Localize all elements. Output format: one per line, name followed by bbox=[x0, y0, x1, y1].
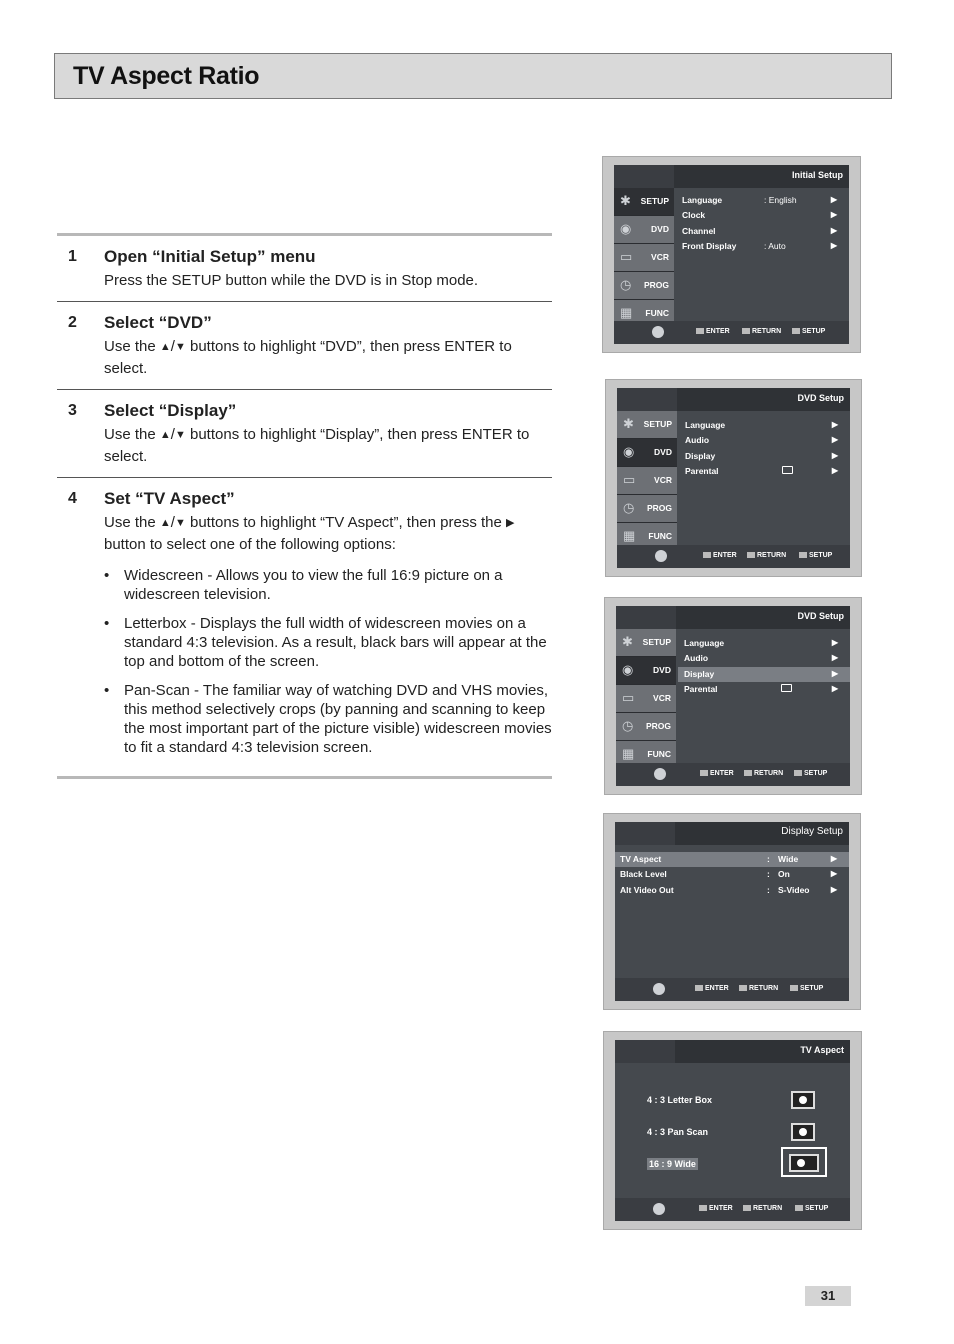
screenshot-display-setup bbox=[603, 813, 861, 1010]
screen-header bbox=[617, 388, 850, 411]
side-label: VCR bbox=[654, 475, 672, 485]
gear-icon: ✱ bbox=[620, 193, 631, 208]
side-label: PROG bbox=[645, 721, 671, 731]
step-description: Use the ▲/▼ buttons to highlight “DVD”, then press ENTER to select. bbox=[104, 338, 512, 377]
step-2 bbox=[57, 302, 552, 389]
grid-icon: ▦ bbox=[622, 746, 635, 761]
vcr-icon: ▭ bbox=[622, 690, 635, 705]
desc-text: Use the bbox=[104, 514, 156, 531]
row-label: Channel bbox=[682, 225, 716, 236]
screen-title: TV Aspect bbox=[800, 1045, 844, 1055]
row-value: S-Video bbox=[778, 884, 810, 895]
side-label: SETUP bbox=[640, 196, 669, 206]
menu-row-highlighted: TV Aspect : Wide ▶ bbox=[615, 852, 849, 867]
footer-key-setup: SETUP bbox=[790, 985, 823, 992]
side-item-vcr bbox=[616, 685, 676, 713]
navigation-icon bbox=[653, 1203, 665, 1215]
step-number: 2 bbox=[68, 314, 77, 331]
navigation-icon bbox=[654, 768, 666, 780]
menu-row bbox=[676, 224, 849, 239]
tv-screen bbox=[615, 822, 849, 1001]
row-label: Language bbox=[684, 638, 725, 648]
row-value: : Auto bbox=[764, 240, 786, 251]
down-arrow-icon: ▼ bbox=[174, 341, 186, 353]
menu-row: Black Level : On ▶ bbox=[620, 869, 837, 880]
side-item-prog bbox=[616, 713, 676, 741]
row-label: Display bbox=[685, 450, 716, 461]
step-description: Use the ▲/▼ buttons to highlight “Display”, then press ENTER to select. bbox=[104, 426, 530, 465]
side-label: DVD bbox=[653, 665, 671, 675]
step-title: Select “Display” bbox=[104, 401, 237, 420]
pan-scan-icon bbox=[791, 1123, 815, 1141]
menu-row bbox=[678, 651, 850, 666]
step-title: Open “Initial Setup” menu bbox=[104, 247, 316, 266]
down-arrow-icon: ▼ bbox=[174, 517, 186, 529]
aspect-option-pan-scan: 4 : 3 Pan Scan bbox=[647, 1127, 709, 1137]
menu-row bbox=[676, 208, 849, 223]
screen-header bbox=[616, 606, 850, 629]
side-label: FUNC bbox=[645, 308, 669, 318]
lock-icon bbox=[782, 466, 793, 474]
desc-text: button to select one of the following options: bbox=[104, 536, 396, 553]
footer-key-return: RETURN bbox=[742, 328, 781, 335]
aspect-option-wide: 16 : 9 Wide bbox=[649, 1159, 696, 1169]
vcr-icon: ▭ bbox=[623, 472, 636, 487]
vcr-icon: ▭ bbox=[620, 249, 633, 264]
screenshot-tv-aspect bbox=[603, 1031, 862, 1230]
side-item-vcr bbox=[614, 244, 674, 272]
footer-key-enter: ENTER bbox=[695, 985, 729, 992]
side-label: SETUP bbox=[642, 637, 671, 647]
row-label: Parental bbox=[684, 683, 718, 694]
screen-header bbox=[615, 822, 849, 845]
clock-icon: ◷ bbox=[620, 277, 632, 292]
screenshot-dvd-setup-display bbox=[604, 597, 862, 795]
right-arrow-icon: ▶ bbox=[830, 195, 837, 204]
row-label: Alt Video Out bbox=[620, 884, 674, 895]
side-item-dvd bbox=[614, 216, 674, 244]
up-arrow-icon: ▲ bbox=[159, 517, 171, 529]
side-menu bbox=[617, 411, 677, 545]
right-arrow-icon: ▶ bbox=[831, 435, 838, 445]
clock-icon: ◷ bbox=[623, 500, 635, 515]
menu-rows bbox=[679, 418, 850, 479]
footer-key-setup: SETUP bbox=[799, 552, 832, 559]
menu-row bbox=[679, 418, 850, 433]
right-arrow-icon: ▶ bbox=[830, 884, 837, 894]
menu-row bbox=[679, 464, 850, 479]
row-label: Clock bbox=[682, 210, 706, 221]
row-label: Parental bbox=[685, 465, 719, 476]
screen-footer bbox=[615, 1198, 850, 1221]
navigation-icon bbox=[655, 550, 667, 562]
side-menu bbox=[616, 629, 676, 763]
step-3 bbox=[57, 390, 552, 477]
right-arrow-icon: ▶ bbox=[831, 653, 838, 663]
menu-row bbox=[676, 193, 849, 208]
menu-row: Alt Video Out : S-Video ▶ bbox=[620, 884, 837, 895]
menu-row bbox=[678, 682, 850, 697]
disc-icon: ◉ bbox=[623, 444, 635, 459]
desc-text: buttons to highlight “TV Aspect”, then press the bbox=[190, 514, 502, 531]
desc-text: Use the bbox=[104, 338, 156, 355]
side-item-prog bbox=[617, 495, 677, 523]
screen-title: Display Setup bbox=[781, 826, 843, 837]
title-bar bbox=[54, 53, 892, 99]
tv-screen bbox=[616, 606, 850, 786]
footer-key-return: RETURN bbox=[744, 770, 783, 777]
aspect-option-letterbox: 4 : 3 Letter Box bbox=[647, 1095, 713, 1105]
side-label: VCR bbox=[651, 252, 669, 262]
side-label: FUNC bbox=[648, 531, 672, 541]
step-number: 1 bbox=[68, 248, 77, 265]
right-arrow-icon: ▶ bbox=[506, 517, 515, 529]
tv-screen bbox=[614, 165, 849, 344]
row-value: : English bbox=[764, 195, 797, 205]
right-arrow-icon: ▶ bbox=[831, 638, 838, 647]
right-arrow-icon: ▶ bbox=[831, 465, 838, 475]
steps-list bbox=[57, 233, 552, 779]
screenshot-initial-setup bbox=[602, 156, 861, 353]
screen-footer bbox=[615, 978, 849, 1001]
right-arrow-icon: ▶ bbox=[830, 854, 837, 863]
screen-header bbox=[614, 165, 849, 188]
step-description: Press the SETUP button while the DVD is in Stop mode. bbox=[104, 272, 479, 289]
step-1 bbox=[57, 236, 552, 301]
footer-key-enter: ENTER bbox=[700, 770, 734, 777]
side-item-setup bbox=[616, 629, 676, 657]
option-widescreen: • Widescreen - Allows you to view the full 16:9 picture on a widescreen television. bbox=[104, 566, 552, 604]
screen-title: DVD Setup bbox=[797, 393, 844, 403]
row-label: Display bbox=[684, 668, 715, 679]
desc-text: Use the bbox=[104, 426, 156, 443]
footer-key-return: RETURN bbox=[739, 985, 778, 992]
row-label: Language bbox=[682, 195, 723, 205]
side-item-setup bbox=[617, 411, 677, 439]
right-arrow-icon: ▶ bbox=[831, 683, 838, 693]
menu-rows bbox=[678, 636, 850, 697]
clock-icon: ◷ bbox=[622, 718, 634, 733]
footer-key-setup: SETUP bbox=[795, 1205, 828, 1212]
menu-row-highlighted bbox=[678, 667, 850, 682]
step-4 bbox=[57, 478, 552, 776]
up-arrow-icon: ▲ bbox=[159, 341, 171, 353]
side-menu bbox=[614, 188, 674, 321]
side-item-prog bbox=[614, 272, 674, 300]
right-arrow-icon: ▶ bbox=[830, 210, 837, 220]
menu-rows bbox=[676, 193, 849, 254]
down-arrow-icon: ▼ bbox=[174, 429, 186, 441]
right-arrow-icon: ▶ bbox=[831, 450, 838, 460]
row-label: Audio bbox=[685, 435, 710, 446]
side-label: SETUP bbox=[643, 419, 672, 429]
divider bbox=[57, 776, 552, 779]
tv-screen bbox=[617, 388, 850, 568]
side-label: DVD bbox=[651, 224, 669, 234]
grid-icon: ▦ bbox=[620, 305, 633, 320]
gear-icon: ✱ bbox=[623, 416, 634, 431]
side-label: VCR bbox=[653, 693, 671, 703]
screen-footer bbox=[616, 763, 850, 786]
menu-row bbox=[676, 239, 849, 254]
lock-icon bbox=[781, 684, 792, 692]
page-number: 31 bbox=[805, 1286, 851, 1306]
menu-rows bbox=[615, 852, 849, 898]
step-title: Set “TV Aspect” bbox=[104, 489, 235, 508]
screen-footer bbox=[617, 545, 850, 568]
screen-title: Initial Setup bbox=[791, 170, 843, 180]
side-label: DVD bbox=[654, 447, 672, 457]
footer-key-enter: ENTER bbox=[699, 1205, 733, 1212]
side-item-dvd bbox=[616, 657, 676, 685]
screen-footer bbox=[614, 321, 849, 344]
footer-key-setup: SETUP bbox=[792, 328, 825, 335]
options-list bbox=[104, 566, 552, 757]
row-label: Black Level bbox=[620, 869, 667, 880]
tv-screen bbox=[615, 1040, 850, 1221]
screen-title: DVD Setup bbox=[797, 611, 844, 621]
step-description: Use the ▲/▼ buttons to highlight “TV Aspect”, then press the ▶ button to select one of the following options: bbox=[104, 514, 515, 553]
footer-key-return: RETURN bbox=[747, 552, 786, 559]
side-label: FUNC bbox=[647, 749, 671, 759]
step-number: 3 bbox=[68, 402, 77, 419]
row-label: Language bbox=[685, 420, 726, 430]
gear-icon: ✱ bbox=[622, 634, 633, 649]
row-label: Front Display bbox=[682, 240, 737, 251]
step-number: 4 bbox=[68, 490, 77, 507]
right-arrow-icon: ▶ bbox=[831, 420, 838, 429]
disc-icon: ◉ bbox=[620, 221, 632, 236]
menu-row bbox=[678, 636, 850, 651]
footer-key-return: RETURN bbox=[743, 1205, 782, 1212]
widescreen-icon bbox=[789, 1154, 819, 1172]
right-arrow-icon: ▶ bbox=[830, 225, 837, 235]
menu-row bbox=[679, 449, 850, 464]
step-title: Select “DVD” bbox=[104, 313, 212, 332]
footer-key-setup: SETUP bbox=[794, 770, 827, 777]
desc-text: buttons to highlight “DVD”, then press ENTER to select. bbox=[104, 338, 512, 377]
option-letterbox: • Letterbox - Displays the full width of widescreen movies on a standard 4:3 television. As a result, black bars will appear at the top and bottom of the screen. bbox=[104, 614, 552, 671]
side-label: PROG bbox=[646, 503, 672, 513]
right-arrow-icon: ▶ bbox=[831, 668, 838, 678]
side-item-vcr bbox=[617, 467, 677, 495]
side-item-setup bbox=[614, 188, 674, 216]
footer-key-enter: ENTER bbox=[703, 552, 737, 559]
page-title: TV Aspect Ratio bbox=[73, 62, 260, 90]
screen-header bbox=[615, 1040, 850, 1063]
side-item-dvd bbox=[617, 439, 677, 467]
option-pan-scan: • Pan-Scan - The familiar way of watching DVD and VHS movies, this method selectively crops (by panning and scanning to keep the most important part of the picture visible) widescreen movies to fit a standard 4:3 television screen. bbox=[104, 681, 552, 757]
right-arrow-icon: ▶ bbox=[830, 869, 837, 879]
row-value: On bbox=[778, 869, 790, 880]
row-label: Audio bbox=[684, 653, 709, 664]
side-label: PROG bbox=[643, 280, 669, 290]
navigation-icon bbox=[652, 326, 664, 338]
up-arrow-icon: ▲ bbox=[159, 429, 171, 441]
row-label: TV Aspect bbox=[620, 854, 662, 864]
desc-text: buttons to highlight “Display”, then press ENTER to select. bbox=[104, 426, 530, 465]
letterbox-icon bbox=[791, 1091, 815, 1109]
grid-icon: ▦ bbox=[623, 528, 636, 543]
right-arrow-icon: ▶ bbox=[830, 240, 837, 250]
disc-icon: ◉ bbox=[622, 662, 634, 677]
footer-key-enter: ENTER bbox=[696, 328, 730, 335]
row-value: Wide bbox=[778, 854, 799, 864]
navigation-icon bbox=[653, 983, 665, 995]
menu-row bbox=[679, 433, 850, 448]
screenshot-dvd-setup bbox=[605, 379, 862, 577]
